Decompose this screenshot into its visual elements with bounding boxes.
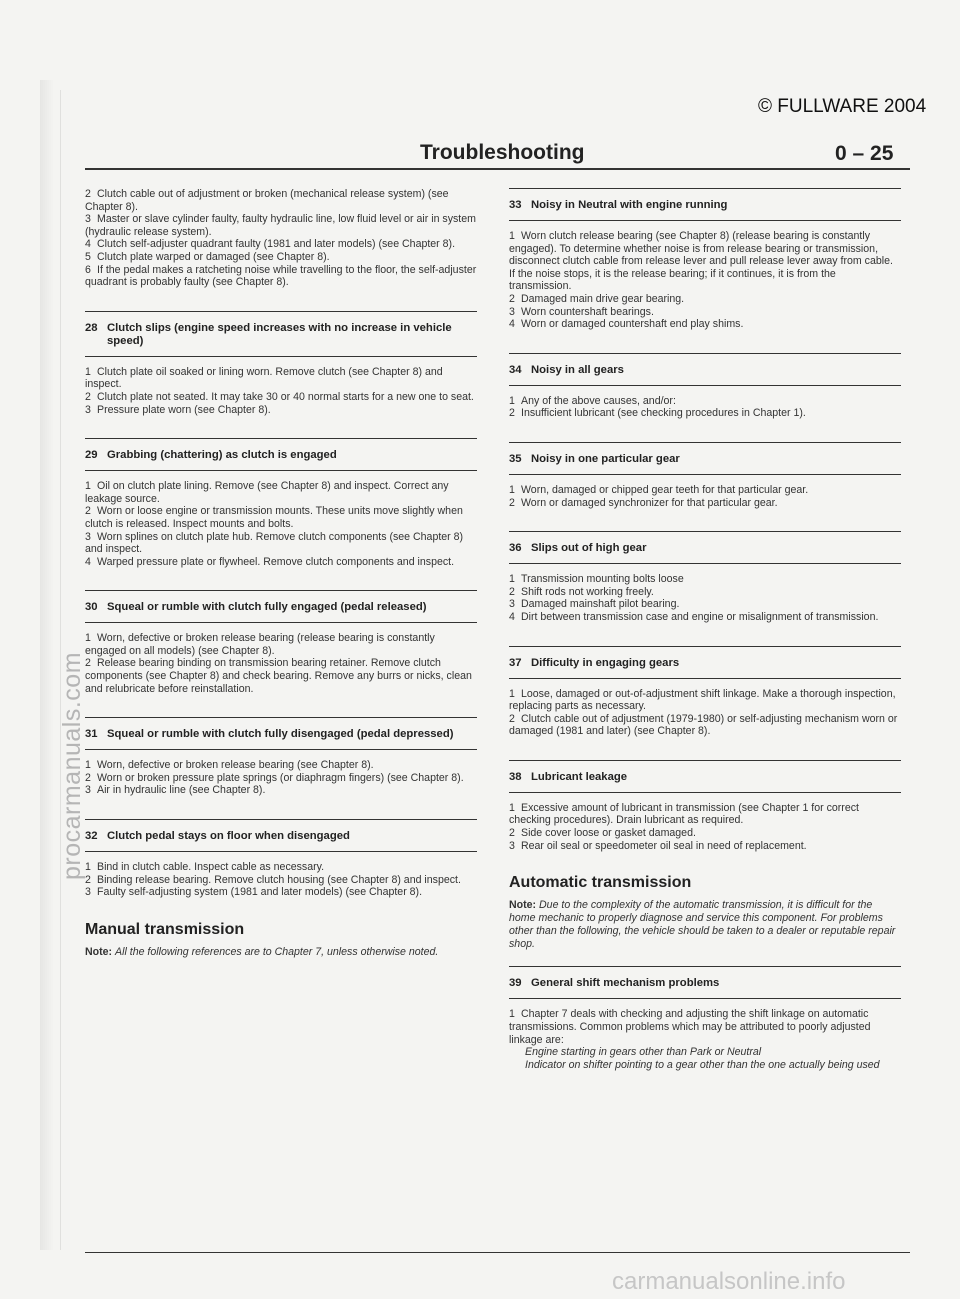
section-title	[509, 967, 901, 998]
left-sections	[85, 311, 477, 899]
item-text: If the pedal makes a ratcheting noise while travelling to the floor, the self-adjuster quadrant is probably faulty (see Chapter 8).	[85, 263, 477, 289]
list-item	[85, 251, 477, 264]
item-text: Any of the above causes, and/or:	[521, 394, 676, 407]
item-number: 3	[85, 530, 91, 543]
list-item	[509, 827, 901, 840]
item-number: 2	[509, 292, 515, 305]
list-item	[509, 395, 901, 408]
list-item	[509, 802, 901, 827]
item-number: 1	[509, 394, 515, 407]
item-number: 1	[85, 365, 91, 378]
section-title-text: Noisy in one particular gear	[531, 452, 680, 465]
list-item	[85, 404, 477, 417]
section-title	[85, 591, 477, 622]
right-sections	[509, 188, 901, 852]
sub-item: Engine starting in gears other than Park or Neutral	[525, 1046, 762, 1059]
item-number: 2	[85, 873, 91, 886]
item-number: 4	[509, 610, 515, 623]
section-36	[509, 531, 901, 623]
section-body	[85, 357, 477, 416]
section-title	[509, 189, 901, 220]
list-item	[85, 886, 477, 899]
section-title-text: General shift mechanism problems	[531, 977, 720, 990]
list-item	[85, 784, 477, 797]
item-text: Transmission mounting bolts loose	[521, 573, 684, 586]
item-number: 1	[509, 573, 515, 586]
section-title-text: Noisy in all gears	[531, 363, 624, 376]
section-body	[509, 679, 901, 738]
section-number: 39	[509, 977, 522, 990]
left-column	[85, 188, 477, 959]
list-item	[509, 293, 901, 306]
section-33	[509, 188, 901, 331]
item-number: 1	[509, 1008, 515, 1021]
item-number: 1	[85, 759, 91, 772]
section-title-text: Squeal or rumble with clutch fully engaged (pedal released)	[107, 601, 427, 614]
list-item	[85, 366, 477, 391]
section-35	[509, 442, 901, 509]
item-number: 1	[509, 230, 515, 242]
list-item	[85, 391, 477, 404]
page-spine-shadow	[40, 80, 54, 1250]
item-number: 2	[509, 496, 515, 509]
list-item	[85, 213, 477, 238]
list-item	[85, 531, 477, 556]
list-item	[85, 238, 477, 251]
list-item	[509, 611, 901, 624]
item-text: Bind in clutch cable. Inspect cable as necessary.	[97, 861, 325, 874]
note-text: All the following references are to Chapter 7, unless otherwise noted.	[115, 945, 439, 958]
list-item	[509, 598, 901, 611]
list-item	[509, 688, 901, 713]
item-text: Damaged mainshaft pilot bearing.	[521, 598, 680, 611]
item-number: 5	[85, 250, 91, 263]
item-text: Worn or loose engine or transmission mounts. These units move slightly when clutch is released. Inspect mounts and bolts.	[85, 505, 463, 530]
list-item	[509, 586, 901, 599]
section-number: 32	[85, 830, 98, 843]
item-text: Worn splines on clutch plate hub. Remove clutch components (see Chapter 8) and inspect.	[85, 530, 464, 556]
section-body	[85, 852, 477, 899]
list-item	[509, 573, 901, 586]
item-text: Air in hydraulic line (see Chapter 8).	[97, 784, 266, 797]
item-number: 2	[85, 771, 91, 784]
section-38	[509, 760, 901, 852]
item-number: 2	[85, 188, 91, 200]
list-item	[85, 505, 477, 530]
section-body	[85, 750, 477, 797]
item-number: 1	[85, 861, 91, 874]
section-number: 37	[509, 656, 522, 669]
item-text: Clutch cable out of adjustment (1979-1980) or self-adjusting mechanism worn or damaged (1981 and later) (see Chapter 8).	[509, 712, 898, 738]
section-37	[509, 646, 901, 738]
section-title	[85, 439, 477, 470]
section-number: 38	[509, 770, 522, 783]
section-34	[509, 353, 901, 420]
list-item	[509, 497, 901, 510]
item-text: Worn or broken pressure plate springs (or diaphragm fingers) (see Chapter 8).	[97, 771, 464, 784]
item-text: Insufficient lubricant (see checking procedures in Chapter 1).	[521, 407, 806, 420]
section-title-text: Clutch pedal stays on floor when disengaged	[107, 830, 350, 843]
list-item	[85, 861, 477, 874]
section-number: 29	[85, 449, 98, 462]
list-item	[509, 230, 901, 293]
item-number: 2	[85, 505, 91, 518]
item-text: Chapter 7 deals with checking and adjusting the shift linkage on automatic transmissions. Common problems which may be attributed to poorly adjusted linkage are:	[509, 1008, 871, 1046]
section-title	[509, 647, 901, 678]
item-text: Release bearing binding on transmission bearing retainer. Remove clutch components (see Chapter 8) and check bearing. Remove any burrs or nicks, clean and relubricate before reinstallation.	[85, 657, 472, 695]
item-number: 6	[85, 263, 91, 276]
section-title-text: Difficulty in engaging gears	[531, 656, 680, 669]
item-number: 4	[85, 555, 91, 568]
bottom-watermark: carmanualsonline.info	[612, 1268, 846, 1295]
item-number: 2	[509, 407, 515, 420]
section-title	[509, 532, 901, 563]
section-body	[509, 475, 901, 509]
item-text: Worn or damaged countershaft end play shims.	[521, 318, 744, 331]
list-item	[85, 188, 477, 213]
section-body	[509, 386, 901, 420]
list-item	[509, 407, 901, 420]
item-text: Worn clutch release bearing (see Chapter 8) (release bearing is constantly engaged). To determine whether noise is from release bearing or transmission, disconnect clutch cable from release lever and pull release lever away from cable. If the noise stops, it is the release bearing; if it continues, it is from the transmission.	[509, 230, 893, 293]
list-item	[509, 1008, 901, 1046]
section-title	[85, 718, 477, 749]
section-number: 33	[509, 199, 522, 211]
item-number: 2	[509, 585, 515, 598]
section-28	[85, 311, 477, 416]
list-item	[509, 318, 901, 331]
manual-transmission-heading: Manual transmission	[85, 920, 245, 938]
item-text: Loose, damaged or out-of-adjustment shift linkage. Make a thorough inspection, replacing parts as necessary.	[509, 687, 896, 713]
item-text: Excessive amount of lubricant in transmission (see Chapter 1 for correct checking procedures). Drain lubricant as required.	[509, 801, 859, 827]
item-text: Master or slave cylinder faulty, faulty hydraulic line, low fluid level or air in system (hydraulic release system).	[85, 213, 476, 238]
item-text: Side cover loose or gasket damaged.	[521, 827, 696, 840]
note-text: Due to the complexity of the automatic transmission, it is difficult for the home mechanic to properly diagnose and service this component. For problems other than the following, the vehicle should be taken to a dealer or reputable repair shop.	[509, 899, 896, 950]
section-number: 28	[85, 321, 98, 334]
item-number: 1	[509, 687, 515, 700]
item-number: 3	[85, 886, 91, 899]
item-number: 2	[85, 390, 91, 403]
item-number: 3	[509, 839, 515, 852]
item-text: Worn, defective or broken release bearing (see Chapter 8).	[97, 759, 374, 772]
note-label: Note:	[509, 899, 537, 912]
item-number: 4	[85, 238, 91, 251]
item-text: Binding release bearing. Remove clutch housing (see Chapter 8) and inspect.	[97, 873, 461, 886]
item-number: 1	[509, 801, 515, 814]
list-item	[85, 632, 477, 657]
item-number: 3	[509, 305, 515, 318]
section-30	[85, 590, 477, 695]
list-item	[85, 657, 477, 695]
item-text: Pressure plate worn (see Chapter 8).	[97, 403, 271, 416]
list-item	[509, 840, 901, 853]
item-number: 1	[85, 632, 91, 645]
section-number: 35	[509, 452, 522, 465]
section-body	[509, 999, 901, 1071]
section-title-text: Lubricant leakage	[531, 770, 628, 783]
item-text: Shift rods not working freely.	[521, 585, 654, 598]
section-number: 31	[85, 728, 98, 741]
section-title-text: Noisy in Neutral with engine running	[531, 199, 728, 211]
item-text: Clutch cable out of adjustment or broken (mechanical release system) (see Chapter 8).	[85, 188, 449, 213]
section-title	[85, 820, 477, 851]
section-body	[85, 623, 477, 695]
item-text: Oil on clutch plate lining. Remove (see Chapter 8) and inspect. Correct any leakage source.	[85, 480, 449, 505]
page-number: 0 – 25	[835, 142, 894, 165]
list-item	[85, 264, 477, 289]
list-item	[85, 480, 477, 505]
item-number: 1	[85, 480, 91, 493]
item-text: Worn, defective or broken release bearing (release bearing is constantly engaged on all models) (see Chapter 8).	[85, 632, 435, 657]
header-rule	[85, 168, 910, 170]
section-body	[85, 471, 477, 568]
bottom-rule	[85, 1252, 910, 1253]
item-number: 2	[509, 712, 515, 725]
copyright-notice: © FULLWARE 2004	[758, 96, 927, 117]
list-item	[85, 874, 477, 887]
item-text: Worn countershaft bearings.	[521, 305, 654, 318]
item-number: 2	[85, 657, 91, 670]
page-title: Troubleshooting	[420, 141, 585, 164]
section-39	[509, 966, 901, 1071]
item-text: Clutch plate warped or damaged (see Chapter 8).	[97, 250, 330, 263]
item-number: 3	[85, 213, 91, 226]
automatic-transmission-heading: Automatic transmission	[509, 874, 692, 892]
vertical-watermark: procarmanuals.com	[58, 651, 86, 880]
section-title-text: Slips out of high gear	[531, 542, 647, 555]
list-item	[85, 759, 477, 772]
section-32	[85, 819, 477, 899]
section-title-text: Clutch slips (engine speed increases with no increase in vehicle speed)	[107, 321, 452, 347]
item-number: 3	[509, 598, 515, 611]
list-item	[85, 556, 477, 569]
item-text: Clutch self-adjuster quadrant faulty (1981 and later models) (see Chapter 8).	[97, 238, 456, 251]
section-title-text: Squeal or rumble with clutch fully disengaged (pedal depressed)	[107, 728, 454, 741]
section-body	[509, 564, 901, 623]
section-title	[85, 312, 477, 356]
item-number: 1	[509, 483, 515, 496]
section-number: 30	[85, 601, 98, 614]
section-number: 36	[509, 542, 522, 555]
item-text: Worn or damaged synchronizer for that particular gear.	[521, 496, 778, 509]
item-number: 3	[85, 784, 91, 797]
item-text: Faulty self-adjusting system (1981 and later models) (see Chapter 8).	[97, 886, 423, 899]
section-body	[509, 793, 901, 852]
item-text: Damaged main drive gear bearing.	[521, 292, 685, 305]
note-label: Note:	[85, 945, 113, 958]
section-title	[509, 354, 901, 385]
section-title	[509, 443, 901, 474]
sub-item: Indicator on shifter pointing to a gear other than the one actually being used	[525, 1058, 880, 1071]
right-column	[509, 188, 901, 1071]
list-item	[509, 713, 901, 738]
item-text: Worn, damaged or chipped gear teeth for that particular gear.	[521, 483, 809, 496]
section-body	[509, 221, 901, 331]
item-number: 4	[509, 318, 515, 331]
item-number: 2	[509, 827, 515, 840]
item-text: Clutch plate oil soaked or lining worn. Remove clutch (see Chapter 8) and inspect.	[85, 365, 443, 391]
section-title-text: Grabbing (chattering) as clutch is engaged	[107, 449, 337, 462]
automatic-transmission-note	[509, 899, 901, 950]
item-text: Dirt between transmission case and engine or misalignment of transmission.	[521, 610, 879, 623]
item-text: Warped pressure plate or flywheel. Remove clutch components and inspect.	[97, 555, 455, 568]
section-title	[509, 761, 901, 792]
list-item	[509, 306, 901, 319]
intro-items	[85, 188, 477, 289]
section-29	[85, 438, 477, 568]
section-31	[85, 717, 477, 797]
list-item	[85, 772, 477, 785]
section-number: 34	[509, 363, 522, 376]
item-text: Clutch plate not seated. It may take 30 or 40 normal starts for a new one to seat.	[97, 390, 474, 403]
manual-transmission-note	[85, 946, 477, 959]
item-text: Rear oil seal or speedometer oil seal in need of replacement.	[521, 839, 807, 852]
item-number: 3	[85, 403, 91, 416]
list-item	[509, 484, 901, 497]
